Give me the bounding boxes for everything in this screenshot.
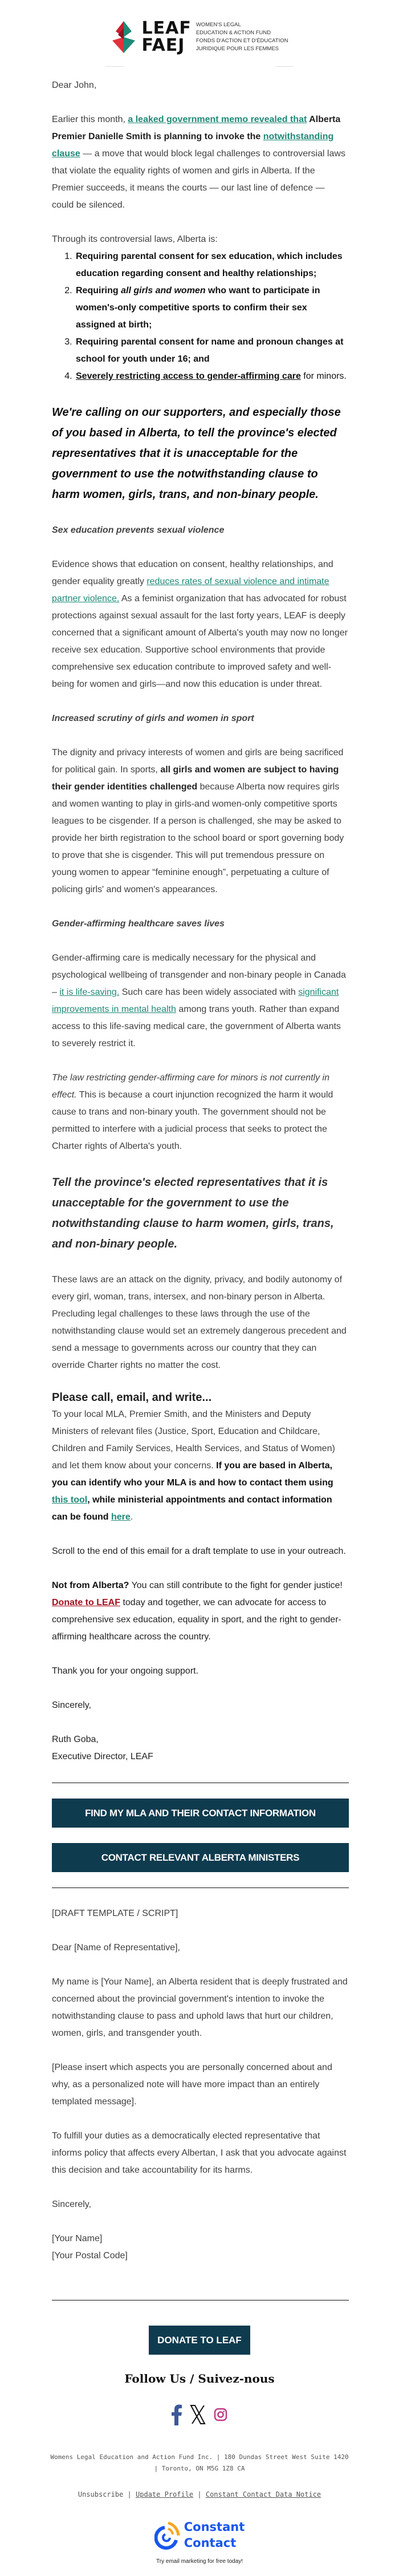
template-paragraph: To fulfill your duties as a democratically elected representative that informs policy that affects every Albertan, I ask that you advocate against this decision and take accountability for its harms. xyxy=(52,2131,347,2175)
mental-health-link[interactable]: significant improvements in mental health xyxy=(52,987,339,1014)
constant-contact-logo[interactable] xyxy=(0,2517,399,2553)
laws-list xyxy=(52,248,349,385)
instagram-icon[interactable] xyxy=(214,2406,227,2423)
section-title-healthcare: Gender-affirming healthcare saves lives xyxy=(52,919,225,929)
here-link[interactable]: here xyxy=(111,1512,131,1522)
address-line-2: | Toronto, ON M5G 1Z8 CA xyxy=(154,2465,245,2472)
list-item-emph: all girls and women xyxy=(121,286,206,295)
text: among trans youth. Rather than expand access to this life-saving medical care, the government of Alberta wants to severely restrict it. xyxy=(52,1005,341,1048)
cc-tagline[interactable]: Try email marketing for free today! xyxy=(156,2558,243,2565)
list-intro: Through its controversial laws, Alberta is: xyxy=(52,234,218,244)
attack-paragraph: These laws are an attack on the dignity, privacy, and bodily autonomy of every girl, woman, trans, intersex, and non-binary person in Alberta. Precluding legal challenges to these laws through the use of the notwithstanding clause would set an extremely dangerous precedent and send a message to governments across our country that they can override Charter rights no matter the cost. xyxy=(52,1275,347,1370)
not-from-alberta-paragraph xyxy=(52,1577,349,1646)
text: . xyxy=(130,1512,133,1522)
intro-paragraph xyxy=(52,111,349,214)
list-item xyxy=(75,282,349,334)
life-saving-link[interactable]: it is life-saving. xyxy=(59,987,120,997)
list-item xyxy=(75,248,349,282)
separator: | xyxy=(123,2490,136,2498)
text: This is because a court injunction recognized the harm it would cause to trans and non-binary youth. The government should not be permitted to interfere with a judicial process that seeks to protect the Charter rights of Alberta's youth. xyxy=(52,1090,333,1151)
signer-name: Ruth Goba, xyxy=(52,1735,99,1744)
follow-us-heading: Follow Us / Suivez-nous xyxy=(124,2372,275,2385)
cc-logo-text-2: Contact xyxy=(184,2536,237,2550)
list-item-text: Requiring parental consent for name and pronoun changes at school for youth under 16; and xyxy=(76,337,344,364)
donate-button[interactable]: DONATE TO LEAF xyxy=(149,2326,250,2355)
text: because Alberta now requires girls and women wanting to play in girls-and women-only competitive sports leagues to be cisgender. If a person is challenged, she may be asked to provide her birth registration to the school board or sport governing body to prove that she is cisgender. This will put tremendous pressure on young women to appear “feminine enough”, perpetuating a culture of policing girls' and women's appearances. xyxy=(52,782,344,894)
template-label: [DRAFT TEMPLATE / SCRIPT] xyxy=(52,1909,178,1918)
text-italic: The law restricting gender-affirming care for minors is not currently in effect. xyxy=(52,1073,329,1100)
greeting: Dear John, xyxy=(52,80,97,90)
footer-address xyxy=(0,2452,399,2474)
text-bold: Not from Alberta? xyxy=(52,1581,129,1590)
logo-en-1: WOMEN'S LEGAL xyxy=(196,22,241,28)
text-bold: Alberta Premier Danielle Smith is planning to invoke the xyxy=(52,115,341,141)
data-notice-link[interactable]: Constant Contact Data Notice xyxy=(205,2490,321,2498)
email-header xyxy=(0,0,399,67)
logo-subtitle xyxy=(196,21,288,53)
signer-title: Executive Director, LEAF xyxy=(52,1752,153,1761)
facebook-icon[interactable] xyxy=(172,2404,182,2425)
text-bold: , while ministerial appointments and contact information can be found xyxy=(52,1495,332,1522)
donate-link[interactable]: Donate to LEAF xyxy=(52,1598,120,1607)
signoff: Sincerely, xyxy=(52,1700,92,1710)
text: Evidence shows that education on consent, healthy relationships, and gender equality greatly xyxy=(52,560,333,586)
leaf-logo[interactable] xyxy=(0,0,399,56)
template-paragraph: My name is [Your Name], an Alberta resident that is deeply frustrated and concerned about the provincial government's intention to invoke the notwithstanding clause to pass and uphold laws that hurt our children, women, girls, and transgender youth. xyxy=(52,1977,348,2038)
section-title-sport: Increased scrutiny of girls and women in sport xyxy=(52,714,254,723)
list-item-text: Requiring xyxy=(76,286,121,295)
cc-logo-text-1: Constant xyxy=(184,2520,245,2534)
list-item-text: who want to participate in women's-only competitive sports to confirm their sex assigned at birth; xyxy=(76,286,320,330)
notwithstanding-clause-link[interactable]: notwithstanding clause xyxy=(52,132,334,159)
social-links xyxy=(0,2404,399,2425)
update-profile-link[interactable]: Update Profile xyxy=(136,2490,194,2498)
logo-en-2: EDUCATION & ACTION FUND xyxy=(196,30,271,36)
leaf-logo-mark-icon xyxy=(111,20,136,54)
unsubscribe-link[interactable]: Unsubscribe xyxy=(78,2490,124,2498)
list-item xyxy=(75,368,349,385)
text: Earlier this month, xyxy=(52,115,128,124)
list-item-text: Severely restricting access to gender-affirming care xyxy=(76,371,301,381)
email-body xyxy=(52,77,349,2300)
list-item-text: for minors. xyxy=(300,371,347,381)
header-divider xyxy=(105,66,294,67)
footer-links xyxy=(0,2489,399,2500)
logo-wordmark xyxy=(142,20,192,54)
text-bold: all girls and women are subject to having their gender identities challenged xyxy=(52,765,339,792)
text: To your local MLA, Premier Smith, and the Ministers and Deputy Ministers of relevant files (Justice, Sport, Education and Childcare, Children and Family Services, Health Services, and Status of Women) and let them know about your concerns. xyxy=(52,1409,335,1471)
write-paragraph xyxy=(52,1406,349,1526)
text-bold: If you are based in Alberta, you can identify who your MLA is and how to contact them using xyxy=(52,1461,333,1488)
template-paragraph: [Please insert which aspects you are personally concerned about and why, as a personalized note will have more impact than an entirely templated message]. xyxy=(52,2063,332,2107)
write-heading: Please call, email, and write... xyxy=(52,1391,212,1404)
text: — a move that would block legal challenges to controversial laws that violate the equality rights of women and girls in Alberta. If the Premier succeeds, it means the courts — our last line of defence — could be silenced. xyxy=(52,149,345,210)
text: As a feminist organization that has advocated for robust protections against sexual assault for the last forty years, LEAF is deeply concerned that a significant amount of Alberta's youth may now no longer receive sex education. Supportive school environments that provide comprehensive sex education contribute to improved safety and well-being for women and girls—and now this education is under threat. xyxy=(52,594,348,689)
healthcare-paragraph xyxy=(52,950,349,1052)
logo-leaf-text: LEAF xyxy=(141,18,192,38)
scroll-note: Scroll to the end of this email for a draft template to use in your outreach. xyxy=(52,1546,346,1556)
logo-fr-1: FONDS D'ACTION ET D'ÉDUCATION xyxy=(196,38,288,44)
text: Gender-affirming care is medically necessary for the physical and psychological wellbeing of transgender and non-binary people in Canada – xyxy=(52,953,346,997)
sexual-violence-link[interactable]: reduces rates of sexual violence and intimate partner violence. xyxy=(52,577,329,604)
callout-heading-2: Tell the province's elected representatives that it is unacceptable for the government to use the notwithstanding clause to harm women, girls, trans, and non-binary people. xyxy=(52,1176,334,1250)
leaked-memo-link[interactable]: a leaked government memo revealed that xyxy=(128,115,307,124)
x-twitter-icon[interactable] xyxy=(190,2404,206,2425)
find-mla-button[interactable]: FIND MY MLA AND THEIR CONTACT INFORMATION xyxy=(52,1799,349,1828)
list-item xyxy=(75,334,349,368)
this-tool-link[interactable]: this tool xyxy=(52,1495,88,1505)
text: today and together, we can advocate for access to comprehensive sex education, equality in sport, and the right to gender-affirming healthcare across the country. xyxy=(52,1598,341,1642)
address-line-1: Womens Legal Education and Action Fund Inc. | 180 Dundas Street West Suite 1420 xyxy=(50,2453,349,2461)
separator: | xyxy=(193,2490,206,2498)
section-title-sex-education: Sex education prevents sexual violence xyxy=(52,525,225,535)
sex-education-paragraph xyxy=(52,556,349,693)
template-name: [Your Name] xyxy=(52,2234,103,2243)
template-dear: Dear [Name of Representative], xyxy=(52,1943,180,1953)
list-item-text: Requiring parental consent for sex education, which includes education regarding consent and healthy relationships; xyxy=(76,252,343,278)
logo-fr-2: JURIDIQUE POUR LES FEMMES xyxy=(196,46,279,52)
injunction-paragraph xyxy=(52,1070,349,1155)
text: You can still contribute to the fight for gender justice! xyxy=(129,1581,343,1590)
logo-faej-text: FAEJ xyxy=(141,35,185,55)
text: Such care has been widely associated with xyxy=(119,987,299,997)
constant-contact-logo-icon xyxy=(154,2517,181,2553)
email-footer xyxy=(0,2326,399,2576)
template-postal-code: [Your Postal Code] xyxy=(52,2251,128,2261)
callout-heading: We're calling on our supporters, and especially those of you based in Alberta, to tell the province's elected representatives that it is unacceptable for the government to use the notwithstanding clause to harm women, girls, trans, and non-binary people. xyxy=(52,406,341,501)
sport-paragraph xyxy=(52,744,349,898)
template-signoff: Sincerely, xyxy=(52,2200,92,2209)
text: The dignity and privacy interests of women and girls are being sacrificed for political gain. In sports, xyxy=(52,748,344,775)
contact-ministers-button[interactable]: CONTACT RELEVANT ALBERTA MINISTERS xyxy=(52,1843,349,1872)
thanks: Thank you for your ongoing support. xyxy=(52,1666,199,1676)
